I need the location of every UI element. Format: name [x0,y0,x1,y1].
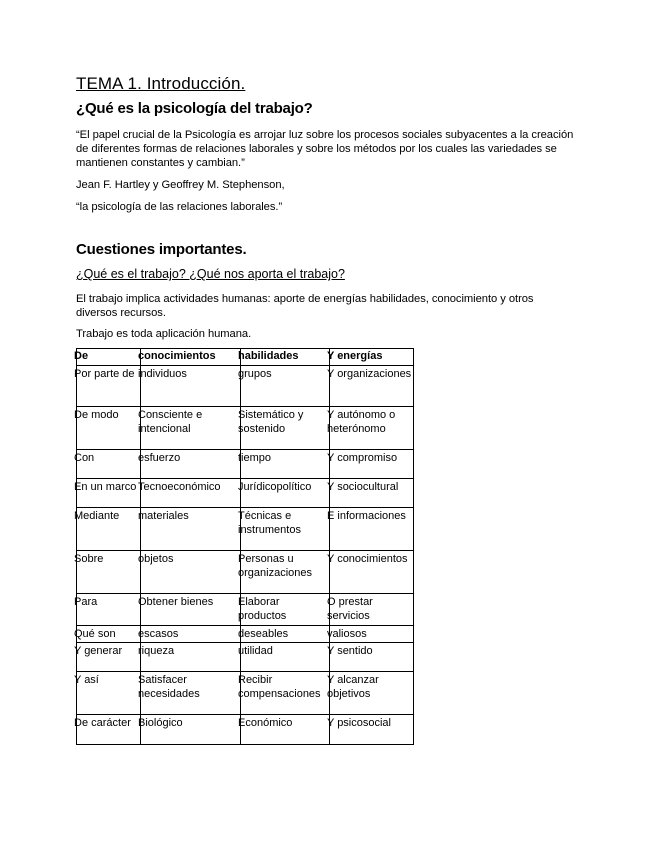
table-row [77,551,414,594]
table-cell: O prestar servicios [330,594,414,626]
quote-paragraph: “El papel crucial de la Psicología es arrojar luz sobre los procesos sociales subyacentes a la creación de diferentes formas de relaciones laborales y sobre los métodos por los cuales las variedades se mantienen constantes y cambian.” [76,129,574,169]
table-cell: Y compromiso [330,450,414,479]
table-cell: Recibir compensaciones [241,672,330,715]
table-cell: Y sociocultural [330,479,414,508]
table-cell: Para [77,594,141,626]
table-cell: Satisfacer necesidades [141,672,241,715]
table-cell: Sistemático y sostenido [241,407,330,450]
table-cell: deseables [241,626,330,643]
table-cell: Con [77,450,141,479]
heading-question: ¿Qué es la psicología del trabajo? [76,100,313,117]
header-cell: conocimientos [141,349,241,366]
table-cell: Mediante [77,508,141,551]
table-cell: Qué son [77,626,141,643]
table-cell: Económico [241,715,330,745]
subheading: ¿Qué es el trabajo? ¿Qué nos aporta el trabajo? [76,267,345,281]
table-row [77,479,414,508]
table-cell: E informaciones [330,508,414,551]
table-cell: escasos [141,626,241,643]
table-cell: grupos [241,366,330,407]
header-cell: De [77,349,141,366]
table-cell: Obtener bienes [141,594,241,626]
table-cell: Y conocimientos [330,551,414,594]
table-cell: Y psicosocial [330,715,414,745]
table-cell: Técnicas e instrumentos [241,508,330,551]
table-header-row [77,349,414,366]
table-cell: Personas u organizaciones [241,551,330,594]
heading-cuestiones: Cuestiones importantes. [76,241,247,258]
table-cell: riqueza [141,643,241,672]
table-cell: Y generar [77,643,141,672]
table-cell: Biológico [141,715,241,745]
table-cell: Y sentido [330,643,414,672]
table-cell: Por parte de [77,366,141,407]
table-cell: De carácter [77,715,141,745]
table-cell: En un marco [77,479,141,508]
document-title: TEMA 1. Introducción. [76,74,246,93]
table-row [77,450,414,479]
table-cell: esfuerzo [141,450,241,479]
header-cell: Y energías [330,349,414,366]
work-table [76,348,414,745]
table-row [77,594,414,626]
table-cell: individuos [141,366,241,407]
table-row [77,366,414,407]
table-cell: Consciente e intencional [141,407,241,450]
table-row [77,407,414,450]
table-row [77,626,414,643]
table-row [77,643,414,672]
table-cell: Y así [77,672,141,715]
header-cell: habilidades [241,349,330,366]
table-cell: Sobre [77,551,141,594]
table-cell: tiempo [241,450,330,479]
table-cell: valiosos [330,626,414,643]
table-cell: Elaborar productos [241,594,330,626]
quote2-line: “la psicología de las relaciones laborales.” [76,201,283,213]
authors-line: Jean F. Hartley y Geoffrey M. Stephenson, [76,179,285,191]
table-row [77,672,414,715]
table-cell: materiales [141,508,241,551]
table-cell: Y alcanzar objetivos [330,672,414,715]
paragraph-1: El trabajo implica actividades humanas: aporte de energías habilidades, conocimiento y otros diversos recursos. [76,293,534,319]
table-cell: Y autónomo o heterónomo [330,407,414,450]
table-cell: objetos [141,551,241,594]
table-cell: De modo [77,407,141,450]
table-cell: Y organizaciones [330,366,414,407]
table-row [77,508,414,551]
paragraph-2: Trabajo es toda aplicación humana. [76,328,252,340]
table-cell: Jurídicopolítico [241,479,330,508]
table-row [77,715,414,745]
table-cell: utilidad [241,643,330,672]
table-cell: Tecnoeconómico [141,479,241,508]
